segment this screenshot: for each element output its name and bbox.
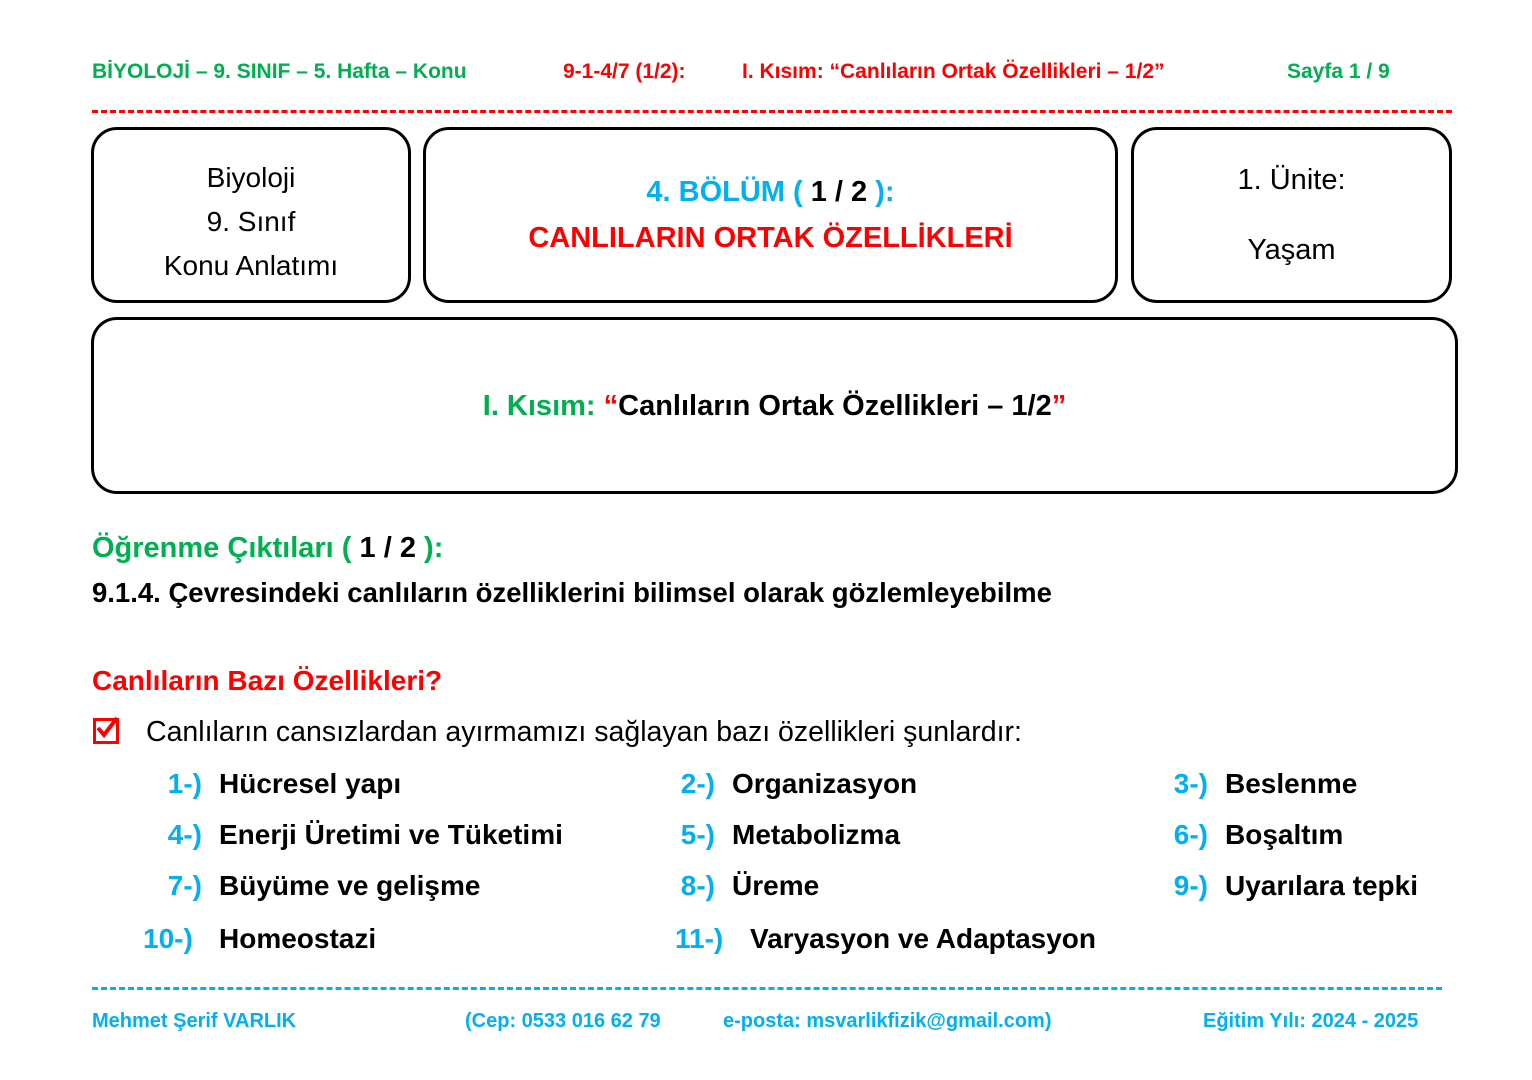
features-heading: Canlıların Bazı Özellikleri? — [92, 665, 443, 696]
feature-label: Organizasyon — [732, 768, 918, 799]
checkbox-checked-icon — [93, 718, 119, 744]
section-label: 4. BÖLÜM ( 1 / 2 ): — [646, 176, 895, 208]
feature-item — [652, 870, 819, 902]
unit-box — [1131, 127, 1452, 303]
course-grade: 9. Sınıf — [206, 206, 296, 237]
feature-item — [652, 768, 917, 800]
feature-label: Varyasyon ve Adaptasyon — [750, 923, 1097, 954]
header-page: Sayfa 1 / 9 — [1287, 60, 1390, 83]
course-box — [91, 127, 411, 303]
feature-item — [1146, 768, 1357, 800]
footer-phone: (Cep: 0533 016 62 79 — [465, 1010, 661, 1032]
footer-divider — [92, 987, 1442, 990]
feature-number: 4-) — [167, 819, 202, 850]
feature-item — [140, 870, 480, 902]
feature-label: Uyarılara tepki — [1225, 870, 1418, 901]
part-box — [91, 317, 1458, 494]
footer-email: e-posta: msvarlikfizik@gmail.com) — [723, 1010, 1052, 1032]
header-part: I. Kısım: “Canlıların Ortak Özellikleri – 1/2” — [742, 60, 1165, 83]
feature-number: 9-) — [1173, 870, 1208, 901]
feature-label: Boşaltım — [1225, 819, 1344, 850]
feature-label: Beslenme — [1225, 768, 1358, 799]
feature-number: 5-) — [680, 819, 715, 850]
section-box — [423, 127, 1118, 303]
feature-number: 8-) — [680, 870, 715, 901]
feature-label: Hücresel yapı — [219, 768, 402, 799]
footer-author: Mehmet Şerif VARLIK — [92, 1010, 297, 1032]
feature-number: 1-) — [167, 768, 202, 799]
features-intro: Canlıların cansızlardan ayırmamızı sağlayan bazı özellikleri şunlardır: — [146, 716, 1022, 748]
course-type: Konu Anlatımı — [163, 250, 339, 281]
feature-item — [140, 819, 563, 851]
header-subject: BİYOLOJİ – 9. SINIF – 5. Hafta – Konu — [92, 60, 467, 83]
feature-item — [652, 819, 900, 851]
outcome-text: 9.1.4. Çevresindeki canlıların özelliklerini bilimsel olarak gözlemleyebilme — [92, 577, 1052, 608]
feature-number: 11-) — [675, 923, 724, 954]
course-subject: Biyoloji — [206, 162, 296, 193]
feature-label: Üreme — [732, 870, 820, 901]
feature-number: 3-) — [1173, 768, 1208, 799]
feature-number: 6-) — [1173, 819, 1208, 850]
outcomes-heading: Öğrenme Çıktıları ( 1 / 2 ): — [92, 532, 444, 564]
unit-number: 1. Ünite: — [1237, 164, 1346, 196]
section-title: CANLILARIN ORTAK ÖZELLİKLERİ — [528, 222, 1013, 254]
footer-year: Eğitim Yılı: 2024 - 2025 — [1203, 1010, 1419, 1032]
feature-number: 10-) — [143, 923, 193, 954]
unit-name: Yaşam — [1247, 234, 1336, 266]
feature-item — [675, 923, 1096, 955]
feature-label: Homeostazi — [219, 923, 377, 954]
header-code: 9-1-4/7 (1/2): — [563, 60, 686, 83]
feature-item — [143, 923, 376, 955]
feature-label: Enerji Üretimi ve Tüketimi — [219, 819, 563, 850]
feature-number: 7-) — [167, 870, 202, 901]
header-divider — [92, 110, 1452, 113]
feature-item — [1146, 870, 1418, 902]
feature-label: Büyüme ve gelişme — [219, 870, 481, 901]
feature-label: Metabolizma — [732, 819, 901, 850]
feature-item — [1146, 819, 1343, 851]
feature-item — [140, 768, 401, 800]
part-title: I. Kısım: “Canlıların Ortak Özellikleri – 1/2” — [482, 390, 1067, 422]
feature-number: 2-) — [680, 768, 715, 799]
